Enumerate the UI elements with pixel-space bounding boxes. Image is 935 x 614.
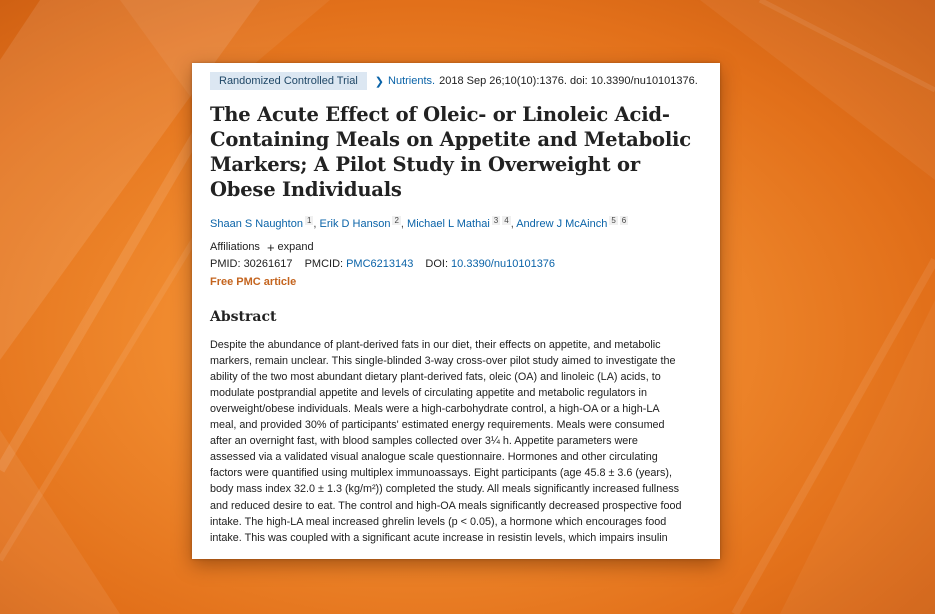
abstract-line: Despite the abundance of plant-derived fats in our diet, their effects on appetite, and metabolic <box>210 338 661 351</box>
abstract-line: ability of the two most abundant dietary plant-derived fats, oleic (OA) and linoleic (LA) acids, to <box>210 370 661 383</box>
abstract-line: factors were quantified using multiplex immunoassays. Eight participants (age 45.8 ± 3.6 (years), <box>210 467 673 480</box>
pmcid-link[interactable]: PMC6213143 <box>346 258 414 270</box>
article-title: The Acute Effect of Oleic- or Linoleic Acid-Containing Meals on Appetite and Metabolic Markers; A Pilot Study in Overweight or Obese Individuals <box>210 103 691 201</box>
doi-link[interactable]: 10.3390/nu10101376 <box>451 258 556 270</box>
article-card <box>192 63 720 559</box>
author-link[interactable]: Shaan S Naughton <box>210 218 303 230</box>
abstract-line: markers, remain unclear. This single-blinded 3-way cross-over pilot study aimed to investigate the <box>210 354 676 367</box>
author-link[interactable]: Michael L Mathai <box>407 218 490 230</box>
affiliations-toggle[interactable] <box>210 241 702 253</box>
author-list: Shaan S Naughton 1 , Erik D Hanson 2 , Michael L Mathai 3 4 , Andrew J McAinch 5 6 <box>210 216 627 230</box>
abstract-line: meal, and provided 30% of participants' estimated energy requirements. Meals were consumed <box>210 419 665 432</box>
affiliation-number[interactable]: 1 <box>306 216 312 225</box>
affiliation-number[interactable]: 4 <box>504 216 509 225</box>
abstract-heading: Abstract <box>210 309 277 325</box>
identifiers-row <box>210 258 702 270</box>
abstract-line: intake. This was coupled with a significant acute increase in resistin levels, which impairs insulin <box>210 531 668 544</box>
citation-text: 2018 Sep 26;10(10):1376. doi: 10.3390/nu10101376. <box>439 75 698 87</box>
affiliations-label: Affiliations <box>210 241 260 253</box>
abstract-line: after an overnight fast, with blood samples collected over 3¼ h. Appetite parameters were <box>210 435 638 448</box>
pmid-value: 30261617 <box>243 258 293 270</box>
pmcid-label: PMCID: <box>304 258 344 270</box>
author-link[interactable]: Andrew J McAinch <box>516 218 608 230</box>
author-link[interactable]: Erik D Hanson <box>319 218 391 230</box>
abstract-line: and reduced desire to eat. The control and high-OA meals significantly decreased prospective food <box>210 499 682 512</box>
affiliation-number[interactable]: 2 <box>394 216 399 225</box>
citation-row <box>210 72 702 90</box>
publication-type-badge: Randomized Controlled Trial <box>210 72 367 90</box>
doi-label: DOI: <box>425 258 449 270</box>
affiliation-number[interactable]: 5 <box>611 216 616 225</box>
abstract-line: assessed via a validated visual analogue scale questionnaire. Hormones and other circulating <box>210 451 658 464</box>
abstract-line: modulate postprandial appetite and levels of circulating appetite and metabolic regulators in <box>210 386 647 399</box>
expand-label: expand <box>277 241 314 253</box>
abstract-line: overweight/obese individuals. Meals were a high-carbohydrate control, a high-OA or a high-LA <box>210 402 660 415</box>
journal-link[interactable]: Nutrients. <box>388 75 436 87</box>
abstract-text <box>210 337 702 546</box>
abstract-line: body mass index 32.0 ± 1.3 (kg/m²)) completed the study. All meals significantly increased fullness <box>210 483 680 496</box>
abstract-line: intake. The high-LA meal increased ghrelin levels (p < 0.05), a hormone which encourages food <box>210 515 667 528</box>
pmid-label: PMID: <box>210 258 241 270</box>
chevron-right-icon: ❯ <box>374 75 385 88</box>
free-pmc-article-label: Free PMC article <box>210 276 297 288</box>
affiliation-number[interactable]: 6 <box>621 216 627 225</box>
plus-icon: + <box>266 239 275 255</box>
affiliation-number[interactable]: 3 <box>493 216 499 225</box>
